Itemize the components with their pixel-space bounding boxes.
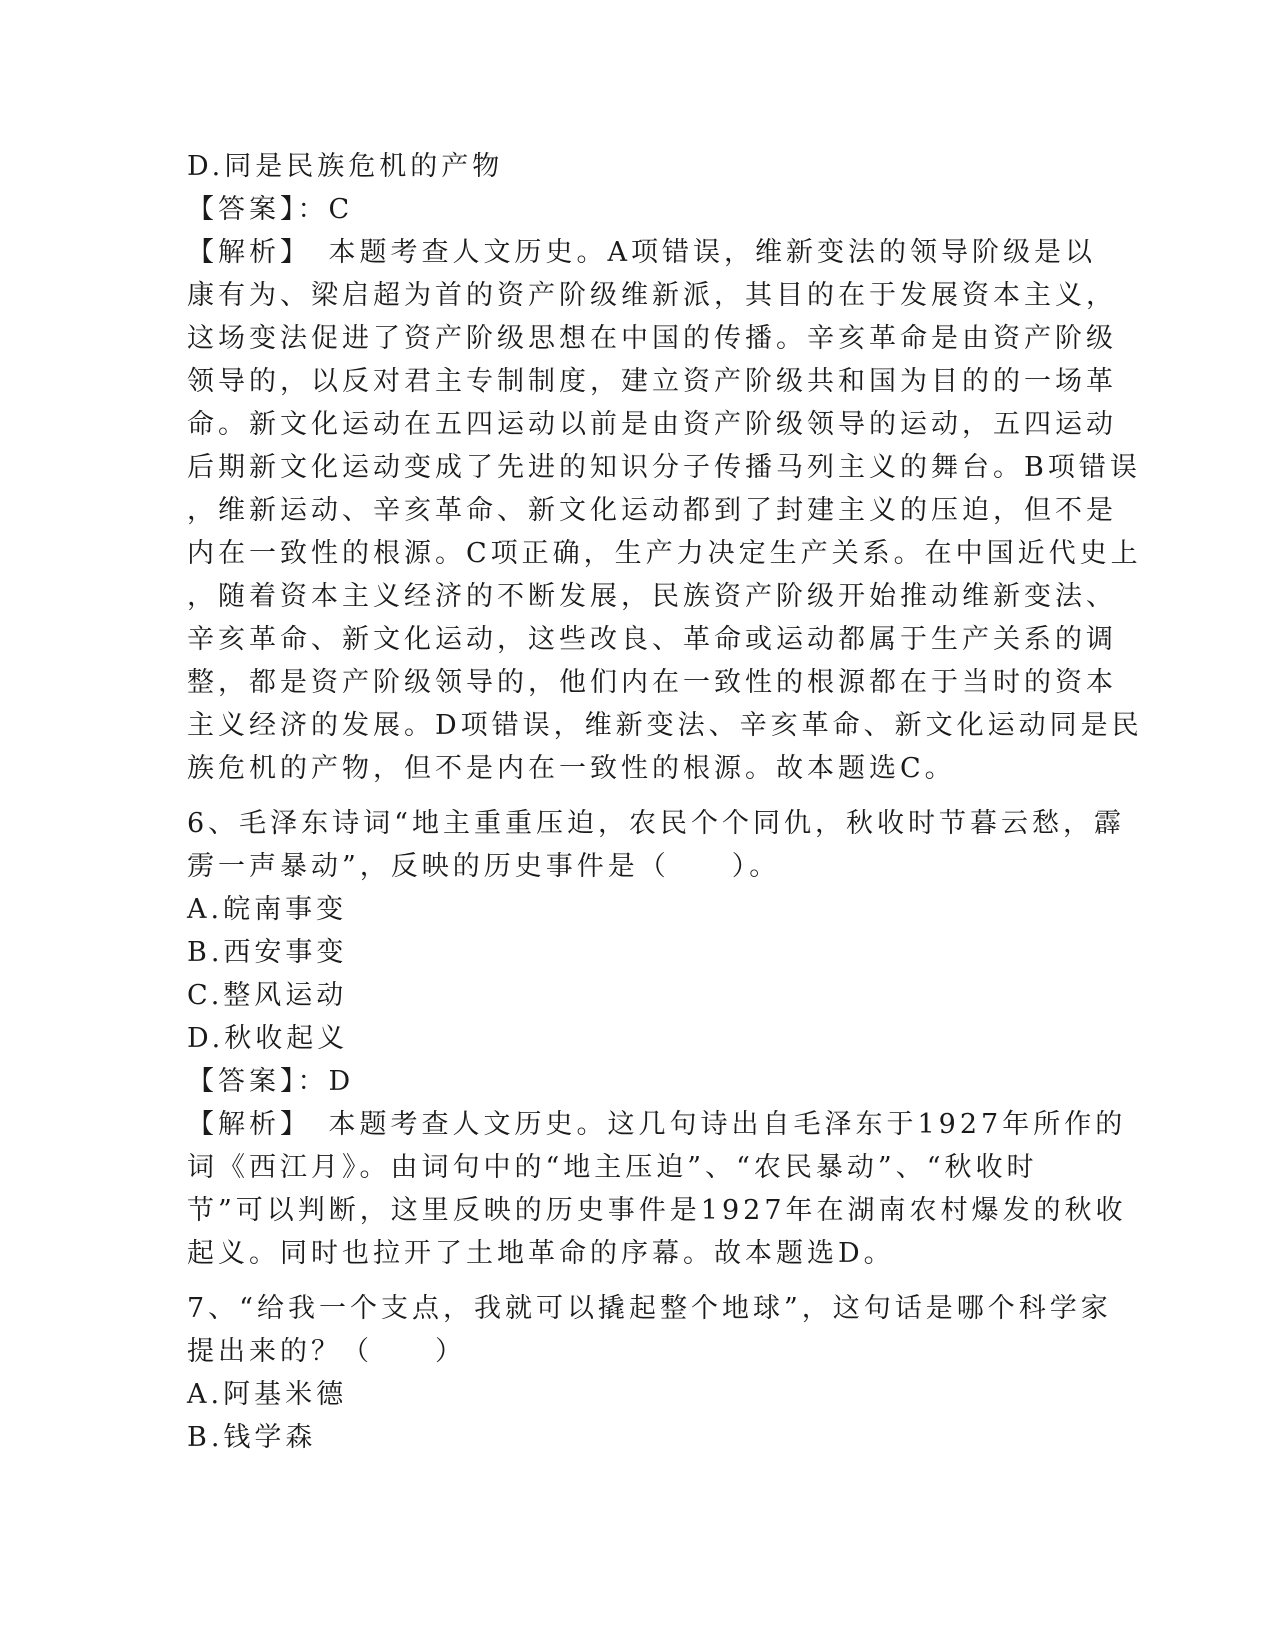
- q5-option-d: D.同是民族危机的产物: [187, 151, 504, 182]
- q6-answer: 【答案】：D: [187, 1066, 355, 1097]
- document-page: [187, 145, 1143, 1459]
- question-7: [187, 1287, 1112, 1459]
- question-6: [187, 802, 1127, 1275]
- analysis-line: 族危机的产物，但不是内在一致性的根源。故本题选C。: [187, 753, 956, 784]
- analysis-line: 起义。同时也拉开了土地革命的序幕。故本题选D。: [187, 1238, 895, 1269]
- analysis-line: 词《西江月》。由词句中的“地主压迫”、“农民暴动”、“秋收时: [187, 1152, 1038, 1183]
- option-c: C.整风运动: [187, 980, 348, 1011]
- q5-analysis: [187, 231, 1143, 790]
- analysis-line: 康有为、梁启超为首的资产阶级维新派，其目的在于发展资本主义，: [187, 280, 1117, 311]
- analysis-line: 节”可以判断，这里反映的历史事件是1927年在湖南农村爆发的秋收: [187, 1195, 1127, 1226]
- paragraph-gap: [187, 790, 1087, 802]
- option-b: B.钱学森: [187, 1422, 317, 1453]
- question-line: 雳一声暴动”，反映的历史事件是（ ）。: [187, 851, 781, 882]
- analysis-line: 命。新文化运动在五四运动以前是由资产阶级领导的运动，五四运动: [187, 409, 1117, 440]
- option-a: A.皖南事变: [187, 894, 348, 925]
- option-a: A.阿基米德: [187, 1379, 348, 1410]
- analysis-line: 整，都是资产阶级领导的，他们内在一致性的根源都在于当时的资本: [187, 667, 1117, 698]
- analysis-line: ，随着资本主义经济的不断发展，民族资产阶级开始推动维新变法、: [187, 581, 1117, 612]
- q5-answer: 【答案】：C: [187, 194, 354, 225]
- question-line: 提出来的？（ ）: [187, 1336, 466, 1367]
- analysis-line: 【解析】 本题考查人文历史。A项错误，维新变法的领导阶级是以: [187, 237, 1096, 268]
- analysis-line: 这场变法促进了资产阶级思想在中国的传播。辛亥革命是由资产阶级: [187, 323, 1117, 354]
- analysis-line: 后期新文化运动变成了先进的知识分子传播马列主义的舞台。B项错误: [187, 452, 1141, 483]
- option-b: B.西安事变: [187, 937, 348, 968]
- analysis-line: ，维新运动、辛亥革命、新文化运动都到了封建主义的压迫，但不是: [187, 495, 1117, 526]
- option-d: D.秋收起义: [187, 1023, 349, 1054]
- analysis-line: 【解析】 本题考查人文历史。这几句诗出自毛泽东于1927年所作的: [187, 1109, 1127, 1140]
- analysis-line: 内在一致性的根源。C项正确，生产力决定生产关系。在中国近代史上: [187, 538, 1142, 569]
- question-line: 6、毛泽东诗词“地主重重压迫，农民个个同仇，秋收时节暮云愁，霹: [187, 808, 1125, 839]
- paragraph-gap: [187, 1275, 1087, 1287]
- analysis-line: 主义经济的发展。D项错误，维新变法、辛亥革命、新文化运动同是民: [187, 710, 1143, 741]
- question-line: 7、“给我一个支点，我就可以撬起整个地球”，这句话是哪个科学家: [187, 1293, 1112, 1324]
- analysis-line: 辛亥革命、新文化运动，这些改良、革命或运动都属于生产关系的调: [187, 624, 1117, 655]
- analysis-line: 领导的，以反对君主专制制度，建立资产阶级共和国为目的的一场革: [187, 366, 1117, 397]
